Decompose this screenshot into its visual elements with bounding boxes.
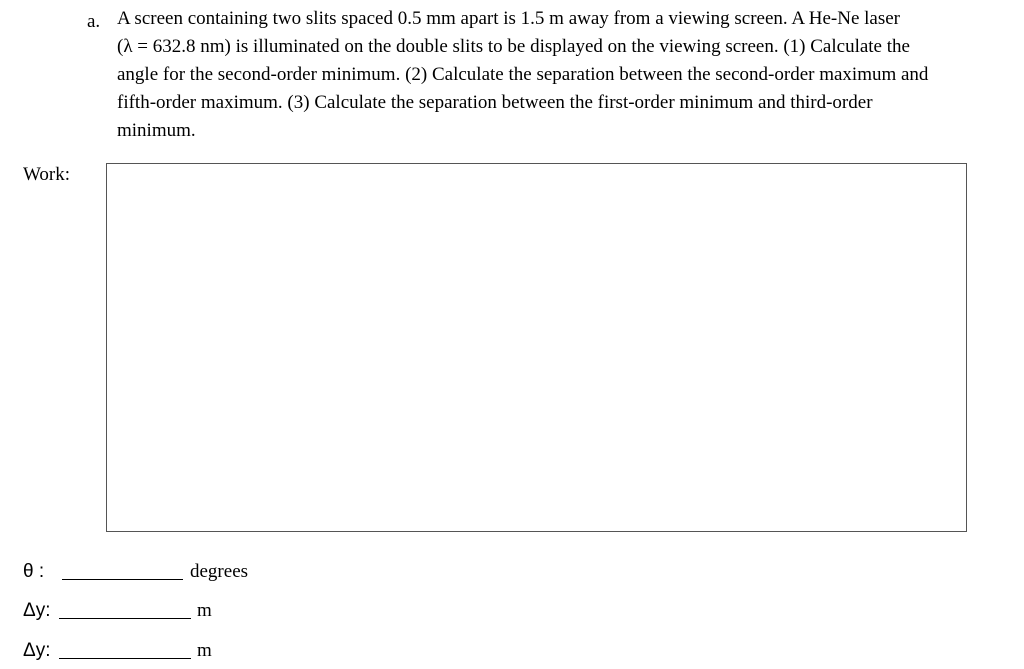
answer-symbol-theta: θ : [23, 561, 45, 582]
answer-row-dy-1 [0, 598, 400, 628]
question-text: A screen containing two slits spaced 0.5 mm apart is 1.5 m away from a viewing screen. A He-Ne laser (λ = 632.8 nm) is illuminated on the double slits to be displayed on the viewing screen. (1) Calculate the angle for the second-order minimum. (2) Calculate the separation between the second-order maximum and fifth-order maximum. (3) Calculate the separation between the first-order minimum and third-order minimum. [117, 8, 929, 141]
work-area[interactable] [106, 163, 967, 532]
answer-symbol-dy-2: Δy: [23, 640, 51, 661]
question-letter: a. [87, 11, 101, 32]
answer-unit-degrees: degrees [190, 561, 249, 582]
answer-row-theta [0, 559, 400, 589]
answer-field-dy-2[interactable] [59, 658, 191, 659]
work-label: Work: [23, 164, 71, 185]
answer-field-dy-1[interactable] [59, 618, 191, 619]
answer-field-theta[interactable] [62, 579, 183, 580]
answer-unit-m-2: m [197, 640, 212, 661]
answer-unit-m-1: m [197, 600, 212, 621]
answer-symbol-dy-1: Δy: [23, 600, 51, 621]
answer-row-dy-2 [0, 638, 400, 668]
